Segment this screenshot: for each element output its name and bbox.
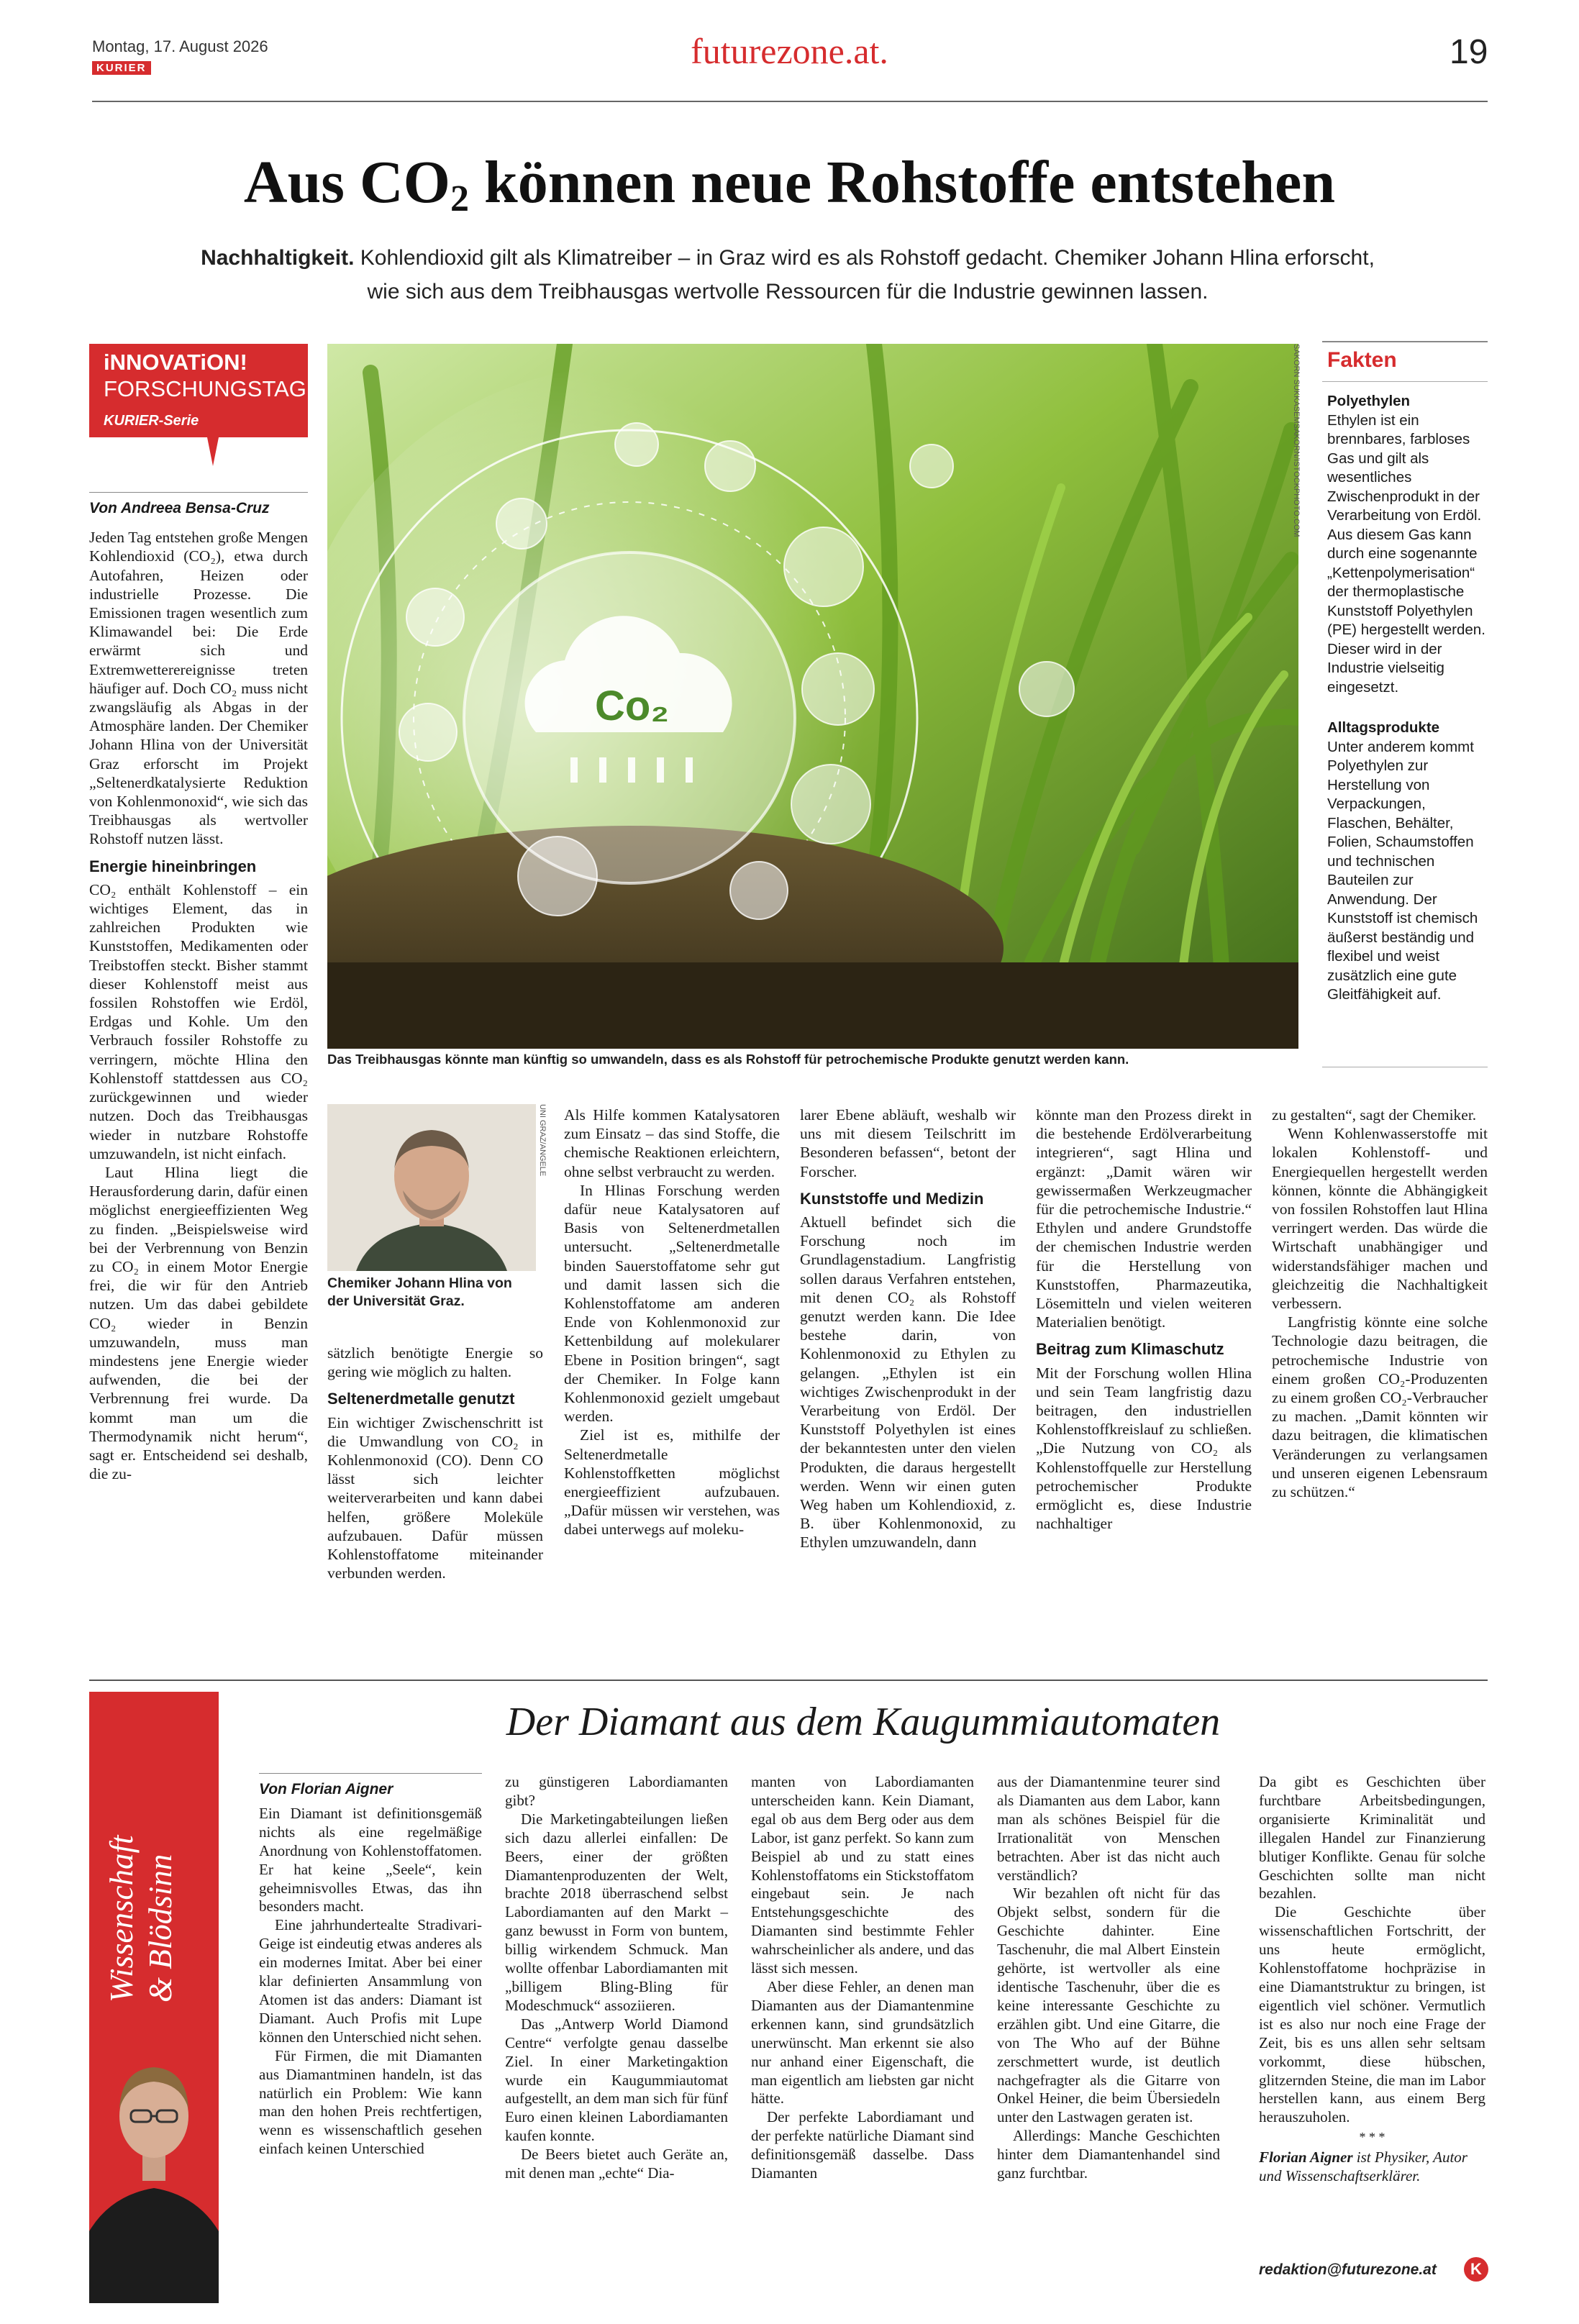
subhead-klimaschutz: Beitrag zum Klimaschutz [1036, 1340, 1224, 1359]
column-c2-para-4: De Beers bietet auch Geräte an, mit denen man „echte“ Dia- [505, 2146, 728, 2182]
subhead-seltenerdmetalle: Seltenerdmetalle genutzt [327, 1390, 515, 1408]
author-note [1259, 2148, 1485, 2186]
headline-part-2: können neue Rohstoffe entstehen [469, 149, 1336, 216]
column-headline: Der Diamant aus dem Kaugummiautomaten [506, 1700, 1221, 1744]
author-name: Florian Aigner [1259, 2148, 1353, 2166]
col6-para-3: Langfristig könnte eine solche Technologie dazu beitragen, die petrochemische Industrie von einem großen CO₂-Produzenten zu einem großen CO₂-Verbraucher zu machen. „Damit könnten wir dazu beitragen, die klimatischen Veränderungen zu verlangsamen und unseren eigenen Lebensraum zu schützen.“ [1272, 1313, 1488, 1501]
article-column-4 [800, 1106, 1016, 1552]
subhead-kunststoffe: Kunststoffe und Medizin [800, 1189, 984, 1208]
article-column-2 [327, 1344, 543, 1582]
col5-para-2: Mit der Forschung wollen Hlina und sein Team langfristig dazu beitragen, den industriellen Kohlenstoffkreislauf zu schließen. „Die Nutzung von CO₂ als Kohlenstoffquelle zur Herstellung petrochemischer Produkte ermöglicht es, diese Industrie nachhaltiger [1036, 1364, 1252, 1533]
subhead-energie: Energie hineinbringen [89, 857, 257, 875]
column-c5-para-1: Da gibt es Geschichten über furchtbare Arbeitsbedingungen, organisierte Kriminalität und illegalen Handel zur Finanzierung blutiger Konflikte. Genau für solche Geschichten sollte man nicht bezahlen. [1259, 1773, 1485, 1903]
portrait-caption: Chemiker Johann Hlina von der Universität Graz. [327, 1275, 512, 1309]
facts-box [1327, 392, 1485, 1026]
article-column-3 [564, 1106, 780, 1539]
headline-subscript: 2 [450, 178, 469, 219]
photo-co2-label: Co₂ [595, 683, 670, 729]
rubric-title [102, 1700, 180, 2002]
column-c2-para-2: Die Marketingabteilungen ließen sich dazu allerlei einfallen: De Beers, einer der größten Diamantenproduzenten der Welt, brachte 2018 überraschend selbst Labordiamanten auf den Markt – ganz bewusst in Form von buntem, billig wirkendem Schmuck. Man wollte offenbar Labordiamanten mit „billigem Bling-Bling für Modeschmuck“ assoziieren. [505, 1810, 728, 2014]
kurier-masthead: KURIER [92, 61, 151, 75]
facts-heading-1: Polyethylen [1327, 393, 1411, 409]
lead-text: Kohlendioxid gilt als Klimatreiber – in Graz wird es als Rohstoff gedacht. Chemiker Johann Hlina erforscht, wie sich aus dem Treibhausgas wertvolle Ressourcen für die Industrie gewinnen lassen. [360, 246, 1375, 304]
col3-para-2: In Hlinas Forschung werden dafür neue Katalysatoren auf Basis von Seltenerdmetallen untersucht. „Seltenerdmetalle binden Sauerstoffatome sehr gut und damit lassen sich die Kohlenstoffatome am anderen Ende von Kohlenmonoxid zur Kettenbildung auf molekularer Ebene in Position bringen“, sagt der Chemiker. In Folge kann Kohlenmonoxid gezielt umgebaut werden. [564, 1181, 780, 1426]
photo-illustration [327, 344, 1298, 1049]
facts-text-2: Unter anderem kommt Polyethylen zur Herstellung von Verpackungen, Flaschen, Behälter, Folien, Schaumstoffen und technischen Bauteilen zur Anwendung. Der Kunststoff ist chemisch äußerst beständig und flexibel und weist zusätzlich eine gute Gleitfähigkeit auf. [1327, 738, 1478, 1003]
column-c4-para-1: aus der Diamantenmine teurer sind als Diamanten aus dem Labor, kann man als schönes Beispiel für die Irrationalität von Menschen betrachten. Aber ist das nicht auch verständlich? [997, 1773, 1220, 1884]
column-c4-para-3: Allerdings: Manche Geschichten hinter dem Diamantenhandel sind ganz furchtbar. [997, 2127, 1220, 2182]
column-c3-para-1: manten von Labordiamanten unterscheiden kann. Kein Diamant, egal ob aus dem Berg oder aus dem Labor, ist ganz perfekt. So kann zum Beispiel ab und zu statt eines Kohlenstoffatoms ein Stickstoffatom eingebaut sein. Je nach Entstehungsgeschichte des Diamanten sind bestimmte Fehler wahrscheinlicher als andere, und das lässt sich messen. [751, 1773, 974, 1977]
badge-line-3: KURIER-Serie [104, 413, 199, 429]
section-name: futurezone.at. [691, 31, 888, 71]
col2-para-2: Ein wichtiger Zwischenschritt ist die Umwandlung von CO₂ in Kohlenmonoxid (CO). Denn CO lässt sich leichter weiterverarbeiten und kann dabei helfen, größere Moleküle aufzubauen. Dafür müssen Kohlenstoffatome miteinander verbunden werden. [327, 1413, 543, 1582]
facts-heading-2: Alltagsprodukte [1327, 719, 1440, 736]
byline-rule [89, 492, 308, 493]
column-end-stars: * * * [1359, 2130, 1385, 2145]
photo-credit: SAKORN SUKKASEMSAKORN/ISTOCKPHOTO.COM [1292, 344, 1301, 537]
col1-para-3: Laut Hlina liegt die Herausforderung darin, dafür einen möglichst energieeffizienten Weg zu finden. „Beispielsweise wird bei der Verbrennung von Benzin zu CO₂ in einem Motor Energie frei, die wir für den Antrieb nutzen. Um das dabei gebildete CO₂ wieder in Benzin umzuwandeln, muss man mindestens jene Energie wieder aufwenden, die bei der Verbrennung frei wurde. Da kommt man um die Thermodynamik nicht herum“, sagt er. Entscheidend sei deshalb, die zu- [89, 1163, 308, 1483]
col1-para-1: Jeden Tag entstehen große Mengen Kohlendioxid (CO₂), etwa durch Autofahren, Heizen oder industrielle Prozesse. Die Emissionen tragen wesentlich zum Klimawandel bei: Die Erde erwärmt sich und Extremwetterereignisse treten häufiger auf. Doch CO₂ muss nicht zwangsläufig als Abgas in der Atmosphäre landen. Der Chemiker Johann Hlina von der Universität Graz erforscht im Projekt „Seltenerdkatalysierte Reduktion von Kohlenmonoxid“, wie sich das Treibhausgas als wertvoller Rohstoff nutzen lässt. [89, 529, 308, 848]
col4-para-2: Aktuell befindet sich die Forschung noch im Grundlagenstadium. Langfristig sollen daraus Verfahren entstehen, mit denen CO₂ als Rohstoff genutzt werden kann. Die Idee bestehe darin, von Kohlenmonoxid zu Ethylen zu gelangen. „Ethylen ist ein wichtiges Zwischenprodukt in der Verarbeitung von Erdöl. Der Kunststoff Polyethylen ist eines der bekanntesten unter den vielen Produkten, die daraus hergestellt werden. Wenn wir einen guten Weg haben um Kohlendioxid, z. B. über Kohlenmonoxid, zu Ethylen umzuwandeln, dann [800, 1213, 1016, 1551]
column-col-5 [1259, 1773, 1485, 2186]
headline-part-1: Aus CO [243, 149, 450, 216]
column-c3-para-2: Aber diese Fehler, an denen man Diamanten aus der Diamantenmine erkennen kann, sind grundsätzlich unerwünscht. Man erkennt sie also nur anhand einer Eigenschaft, die man eigentlich am liebsten gar nicht hätte. [751, 1977, 974, 2107]
column-col-1 [259, 1780, 482, 2159]
column-c5-para-2: Die Geschichte über wissenschaftlichen Fortschritt, der uns heute ermöglicht, Kohlenstoffatome hochpräzise in eine Diamantstruktur zu bringen, ist eigentlich viel schöner. Vermutlich ist es also nur noch eine Frage der Zeit, bis es uns allen sehr seltsam vorkommt, diese hübschen, glitzernden Steine, die man im Labor herstellen kann, aus einem Berg herauszuholen. [1259, 1903, 1485, 2126]
page-number: 19 [1450, 33, 1488, 71]
article-byline: Von Andreea Bensa-Cruz [89, 500, 270, 516]
article-lead [194, 241, 1381, 309]
column-c2-para-3: Das „Antwerp World Diamond Centre“ verfolgte genau dasselbe Ziel. In einer Marketingaktion wurde ein Kaugummiautomat aufgestellt, an dem man sich für fünf Euro einen kleinen Labordiamanten kaufen konnte. [505, 2015, 728, 2145]
column-c2-para-1: zu günstigeren Labordiamanten gibt? [505, 1773, 728, 1809]
main-photo [327, 344, 1298, 1049]
article-column-6 [1272, 1106, 1488, 1501]
col1-para-2: CO₂ enthält Kohlenstoff – ein wichtiges Element, das in zahlreichen Produkten wie Kunststoffen, Medikamenten oder Treibstoffen steckt. Bisher stammt dieser Kohlenstoff meist aus fossilen Rohstoffen wie Erdöl, Erdgas und Kohle. Um den Verbrauch fossiler Rohstoffe zu verringern, möchte Hlina den Kohlenstoff stattdessen aus CO₂ zurückgewinnen und wieder nutzen. Doch das Treibhausgas wieder in nutzbare Rohstoffe umzuwandeln, ist nicht einfach. [89, 880, 308, 1162]
issue-date: Montag, 17. August 2026 [92, 37, 268, 55]
column-col-2 [505, 1773, 728, 2183]
series-badge [89, 344, 308, 468]
facts-top-rule [1322, 341, 1488, 342]
header-rule [92, 101, 1488, 102]
rubric-line-2: & Blödsinn [142, 1854, 178, 2002]
facts-title-rule [1322, 381, 1488, 382]
column-c4-para-2: Wir bezahlen oft nicht für das Objekt selbst, sondern für die Geschichte dahinter. Eine Taschenuhr, die mal Albert Einstein gehörte, ist wertvoller als eine identische Taschenuhr, über die es keine interessante Geschichte zu erzählen gibt. Und eine Gitarre, die von The Who auf der Bühne zerschmettert wurde, ist deutlich nachgefragter als die Gitarre von Onkel Heiner, die beim Übersiedeln unter den Lastwagen geraten ist. [997, 1885, 1220, 2126]
column-c1-para-2: Eine jahrhundertealte Stradivari-Geige ist eindeutig etwas anderes als ein modernes Imitat. Aber bei einer klar definierten Ansammlung von Atomen ist das anders: Diamant ist Diamant. Auch Profis mit Lupe können den Unterschied nicht sehen. [259, 1916, 482, 2046]
rubric-box [89, 1692, 219, 2303]
column-byline: Von Florian Aigner [259, 1781, 393, 1797]
column-col-3 [751, 1773, 974, 2183]
editorial-email[interactable]: redaktion@futurezone.at [1259, 2261, 1437, 2278]
portrait-illustration [327, 1104, 536, 1271]
col3-para-1: Als Hilfe kommen Katalysatoren zum Einsatz – das sind Stoffe, die chemische Reaktionen erleichtern, ohne selbst verbraucht zu werden. [564, 1106, 780, 1180]
col6-para-2: Wenn Kohlenwasserstoffe mit lokalen Kohlenstoff- und Energiequellen hergestellt werden können, könnte die Abhängigkeit von fossilen Rohstoffen laut Hlina verringert werden. Das würde die Wirtschaft unabhängiger und widerstandsfähiger machen und gleichzeitig die Nachhaltigkeit verbessern. [1272, 1125, 1488, 1313]
col6-para-1: zu gestalten“, sagt der Chemiker. [1272, 1106, 1477, 1124]
column-byline-rule [259, 1773, 482, 1774]
rubric-line-1: Wissenschaft [104, 1835, 140, 2002]
article-column-5 [1036, 1106, 1252, 1533]
col3-para-3: Ziel ist es, mithilfe der Seltenerdmetalle Kohlenstoffketten möglichst energieeffizient aufzubauen. „Dafür müssen wir verstehen, was dabei unterwegs auf moleku- [564, 1426, 780, 1539]
photo-caption: Das Treibhausgas könnte man künftig so umwandeln, dass es als Rohstoff für petrochemische Produkte genutzt werden kann. [327, 1052, 1129, 1067]
column-c1-para-1: Ein Diamant ist definitionsgemäß nichts als eine regelmäßige Anordnung von Kohlenstoffatomen. Er hat keine „Seele“, kein geheimnisvolles Etwas, das ihn besonders macht. [259, 1804, 482, 1915]
badge-line-1: iNNOVATiON! [104, 350, 247, 375]
column-c3-para-3: Der perfekte Labordiamant und der perfekte natürliche Diamant sind definitionsgemäß dasselbe. Dass Diamanten [751, 2108, 974, 2182]
col2-para-1: sätzlich benötigte Energie so gering wie möglich zu halten. [327, 1344, 543, 1381]
section-divider-rule [89, 1680, 1488, 1681]
author-bio: ist Physiker, Autor und Wissenschaftserklärer. [1259, 2148, 1467, 2185]
article-headline [0, 147, 1579, 220]
facts-title: Fakten [1327, 348, 1397, 372]
lead-label: Nachhaltigkeit. [201, 246, 355, 270]
column-c1-para-3: Für Firmen, die mit Diamanten aus Diamantminen handeln, ist das natürlich ein Problem: Wie kann man den hohen Preis rechtfertigen, wenn es wissenschaftlich gesehen einfach keinen Unterschied [259, 2046, 482, 2158]
author-portrait [89, 2015, 219, 2303]
badge-line-2: FORSCHUNGSTAG [104, 376, 306, 401]
column-col-4 [997, 1773, 1220, 2183]
portrait-credit: UNI GRAZ/ANGELE [538, 1104, 547, 1177]
portrait-photo [327, 1104, 536, 1271]
kurier-logo-icon: K [1464, 2257, 1488, 2282]
col5-para-1: könnte man den Prozess direkt in die bestehende Erdölverarbeitung integrieren“, sagt Hlina und ergänzt: „Damit wären wir gewissermaßen Werkzeugmacher für die petrochemische Industrie.“ Ethylen und andere Grundstoffe der chemischen Industrie werden für die Herstellung von Kunststoffen, Pharmazeutika, Lösemitteln und vielen weiteren Materialien benötigt. [1036, 1106, 1252, 1331]
facts-text-1: Ethylen ist ein brennbares, farbloses Gas und gilt als wesentliches Zwischenprodukt in der Verarbeitung von Erdöl. Aus diesem Gas kann durch eine sogenannte „Kettenpolymerisation“ der thermoplastische Kunststoff Polyethylen (PE) hergestellt werden. Dieser wird in der Industrie vielseitig eingesetzt. [1327, 411, 1485, 696]
article-column-1 [89, 499, 308, 1483]
col4-para-1: larer Ebene abläuft, weshalb wir uns mit diesem Teilschritt im Besonderen befassen“, betont der Forscher. [800, 1106, 1016, 1180]
